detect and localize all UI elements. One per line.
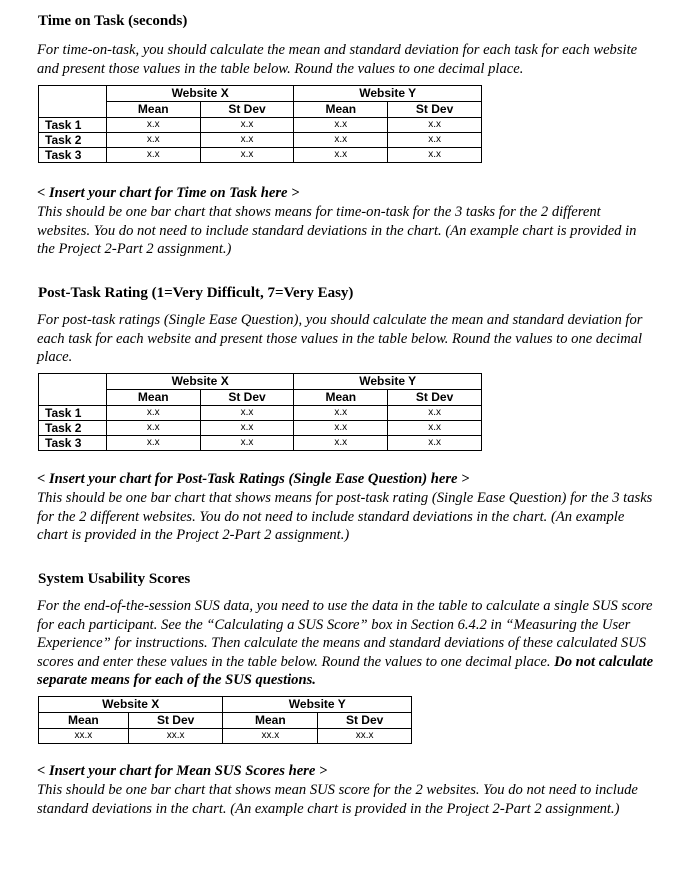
value-cell[interactable]: x.x bbox=[294, 118, 388, 133]
rating-table-corner-2 bbox=[39, 390, 107, 406]
rating-chart-heading: < Insert your chart for Post-Task Ratings (Single Ease Question) here > bbox=[37, 471, 470, 487]
time-table-corner bbox=[39, 86, 107, 102]
sus-table bbox=[38, 696, 412, 744]
time-section-title: Time on Task (seconds) bbox=[38, 13, 188, 29]
time-group-x: Website X bbox=[106, 86, 294, 102]
value-cell[interactable]: x.x bbox=[388, 118, 482, 133]
sus-intro bbox=[37, 597, 657, 690]
value-cell[interactable]: x.x bbox=[106, 421, 200, 436]
sus-group-x: Website X bbox=[39, 697, 223, 713]
sus-intro-text: For the end-of-the-session SUS data, you need to use the data in the table to calculate a single SUS score for each participant. See the “Calculating a SUS Score” box in Section 6.4.2 in “Measuring the User Experience” for instructions. Then calculate the means and standard deviations of these calculated SUS scores and enter these values in the table below. Round the values to one decimal place. bbox=[37, 598, 653, 670]
rating-table bbox=[38, 373, 482, 451]
time-stat-header: Mean bbox=[294, 102, 388, 118]
value-cell[interactable]: x.x bbox=[200, 436, 294, 451]
sus-intro-bold: Do not calculate separate means for each of the SUS questions. bbox=[37, 653, 654, 688]
value-cell[interactable]: x.x bbox=[106, 406, 200, 421]
row-label: Task 3 bbox=[39, 436, 107, 451]
rating-intro: For post-task ratings (Single Ease Question), you should calculate the mean and standard deviation for each task for each website and present those values in the table below. Round the values to one decimal place. bbox=[37, 312, 643, 365]
value-cell[interactable]: x.x bbox=[200, 133, 294, 148]
sus-group-y: Website Y bbox=[223, 697, 412, 713]
table-row bbox=[39, 436, 482, 451]
row-label: Task 1 bbox=[39, 118, 107, 133]
table-row bbox=[39, 729, 412, 744]
row-label: Task 1 bbox=[39, 406, 107, 421]
value-cell[interactable]: x.x bbox=[388, 406, 482, 421]
time-chart-note: This should be one bar chart that shows means for time-on-task for the 3 tasks for the 2 different websites. You do not need to include standard deviations in the chart. (An example chart is provided in the Project 2-Part 2 assignment.) bbox=[37, 204, 637, 257]
value-cell[interactable]: x.x bbox=[294, 148, 388, 163]
value-cell[interactable]: x.x bbox=[294, 421, 388, 436]
table-row bbox=[39, 133, 482, 148]
value-cell[interactable]: x.x bbox=[106, 133, 200, 148]
time-table-corner-2 bbox=[39, 102, 107, 118]
row-label: Task 2 bbox=[39, 421, 107, 436]
rating-chart-note: This should be one bar chart that shows means for post-task rating (Single Ease Question) for the 3 tasks for the 2 different websites. You do not need to include standard deviations in the chart. (An example chart is provided in the Project 2-Part 2 assignment.) bbox=[37, 490, 653, 543]
value-cell[interactable]: x.x bbox=[200, 406, 294, 421]
time-stat-header: St Dev bbox=[388, 102, 482, 118]
sus-stat-header: St Dev bbox=[318, 713, 412, 729]
rating-stat-header: St Dev bbox=[388, 390, 482, 406]
table-row bbox=[39, 406, 482, 421]
value-cell[interactable]: x.x bbox=[106, 436, 200, 451]
value-cell[interactable]: xx.x bbox=[223, 729, 318, 744]
value-cell[interactable]: x.x bbox=[200, 148, 294, 163]
time-table bbox=[38, 85, 482, 163]
sus-stat-header: Mean bbox=[39, 713, 129, 729]
time-intro: For time-on-task, you should calculate the mean and standard deviation for each task for each website and present those values in the table below. Round the values to one decimal place. bbox=[37, 42, 638, 77]
rating-section-title: Post-Task Rating (1=Very Difficult, 7=Very Easy) bbox=[38, 285, 354, 301]
time-group-y: Website Y bbox=[294, 86, 482, 102]
rating-group-y: Website Y bbox=[294, 374, 482, 390]
table-row bbox=[39, 118, 482, 133]
table-row bbox=[39, 148, 482, 163]
sus-stat-header: Mean bbox=[223, 713, 318, 729]
rating-table-corner bbox=[39, 374, 107, 390]
time-stat-header: Mean bbox=[106, 102, 200, 118]
value-cell[interactable]: x.x bbox=[200, 421, 294, 436]
sus-chart-note: This should be one bar chart that shows mean SUS score for the 2 websites. You do not need to include standard deviations in the chart. (An example chart is provided in the Project 2-Part 2 assignment.) bbox=[37, 782, 638, 817]
value-cell[interactable]: x.x bbox=[200, 118, 294, 133]
sus-stat-header: St Dev bbox=[128, 713, 223, 729]
value-cell[interactable]: x.x bbox=[294, 436, 388, 451]
value-cell[interactable]: x.x bbox=[106, 148, 200, 163]
time-chart-heading: < Insert your chart for Time on Task here > bbox=[37, 185, 300, 201]
row-label: Task 2 bbox=[39, 133, 107, 148]
value-cell[interactable]: x.x bbox=[294, 406, 388, 421]
value-cell[interactable]: x.x bbox=[388, 133, 482, 148]
rating-group-x: Website X bbox=[106, 374, 294, 390]
table-row bbox=[39, 421, 482, 436]
value-cell[interactable]: x.x bbox=[106, 118, 200, 133]
rating-stat-header: Mean bbox=[294, 390, 388, 406]
rating-stat-header: St Dev bbox=[200, 390, 294, 406]
sus-section-title: System Usability Scores bbox=[38, 571, 191, 587]
value-cell[interactable]: x.x bbox=[388, 436, 482, 451]
sus-chart-heading: < Insert your chart for Mean SUS Scores here > bbox=[37, 763, 328, 779]
value-cell[interactable]: xx.x bbox=[39, 729, 129, 744]
value-cell[interactable]: xx.x bbox=[318, 729, 412, 744]
row-label: Task 3 bbox=[39, 148, 107, 163]
value-cell[interactable]: xx.x bbox=[128, 729, 223, 744]
value-cell[interactable]: x.x bbox=[388, 421, 482, 436]
value-cell[interactable]: x.x bbox=[294, 133, 388, 148]
rating-stat-header: Mean bbox=[106, 390, 200, 406]
value-cell[interactable]: x.x bbox=[388, 148, 482, 163]
time-stat-header: St Dev bbox=[200, 102, 294, 118]
